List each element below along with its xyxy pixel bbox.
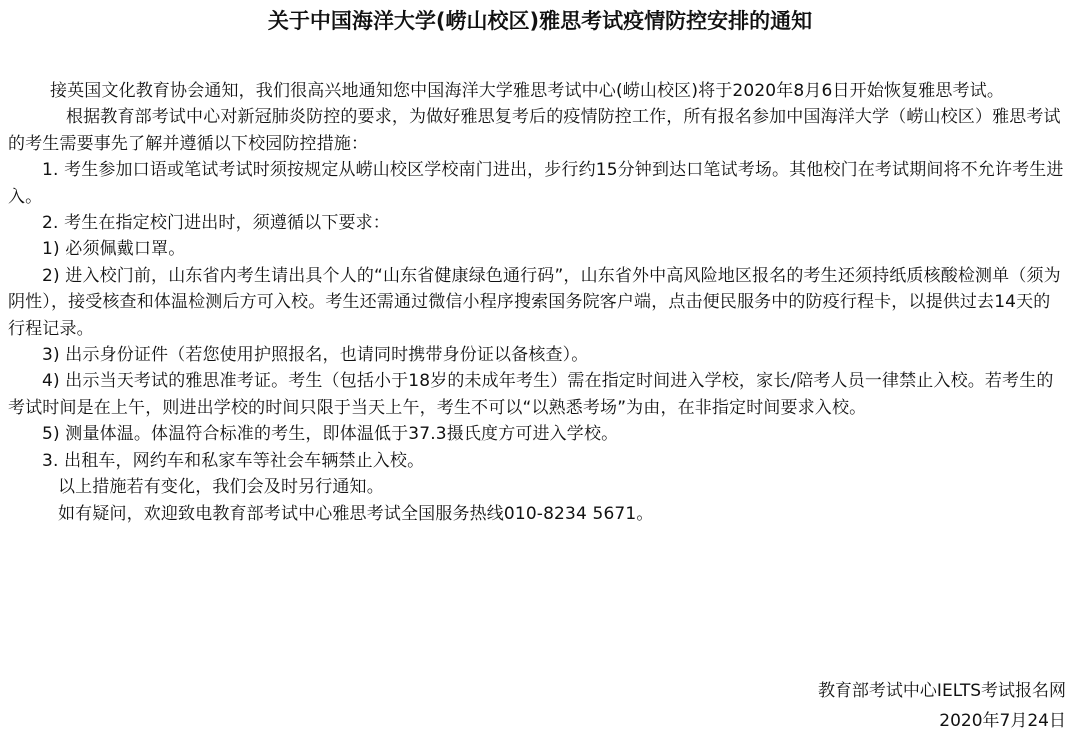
requirement-1: 1) 必须佩戴口罩。 [42, 239, 186, 260]
requirement-4: 4) 出示当天考试的雅思准考证。考生（包括小于18岁的未成年考生）需在指定时间进入学校，家长/陪考人员一律禁止入校。若考生的考试时间是在上午，则进出学校的时间只限于当天上午，考生不可以“以熟悉考场”为由，在非指定时间要求入校。 [8, 371, 1054, 418]
notice-title: 关于中国海洋大学(崂山校区)雅思考试疫情防控安排的通知 [267, 9, 813, 33]
intro-paragraph: 接英国文化教育协会通知，我们很高兴地通知您中国海洋大学雅思考试中心(崂山校区)将于2020年8月6日开始恢复雅思考试。 [50, 81, 1005, 101]
measure-2: 2. 考生在指定校门进出时，须遵循以下要求： [42, 213, 390, 234]
requirement-2: 2) 进入校门前，山东省内考生请出具个人的“山东省健康绿色通行码”，山东省外中高风险地区报名的考生还须持纸质核酸检测单（须为阴性），接受核查和体温检测后方可入校。考生还需通过微信小程序搜索国务院客户端，点击便民服务中的防疫行程卡，以提供过去14天的行程记录。 [8, 265, 1061, 339]
measure-1: 1. 考生参加口语或笔试考试时须按规定从崂山校区学校南门进出，步行约15分钟到达口笔试考场。其他校门在考试期间将不允许考生进入。 [8, 160, 1064, 207]
requirements-paragraph: 根据教育部考试中心对新冠肺炎防控的要求，为做好雅思复考后的疫情防控工作，所有报名参加中国海洋大学（崂山校区）雅思考试的考生需要事先了解并遵循以下校园防控措施： [8, 107, 1061, 154]
requirement-3: 3) 出示身份证件（若您使用护照报名，也请同时携带身份证以备核查）。 [42, 345, 589, 366]
contact-note: 如有疑问，欢迎致电教育部考试中心雅思考试全国服务热线010-8234 5671。 [58, 503, 654, 524]
requirement-5: 5) 测量体温。体温符合标准的考生，即体温低于37.3摄氏度方可进入学校。 [42, 424, 619, 445]
signature-organization: 教育部考试中心IELTS考试报名网 [817, 681, 1066, 701]
notice-body [8, 78, 1066, 527]
closing-note: 以上措施若有变化，我们会及时另行通知。 [58, 477, 384, 498]
measure-3: 3. 出租车，网约车和私家车等社会车辆禁止入校。 [42, 450, 425, 471]
signature-date: 2020年7月24日 [939, 711, 1066, 731]
signature-block [818, 676, 1066, 736]
